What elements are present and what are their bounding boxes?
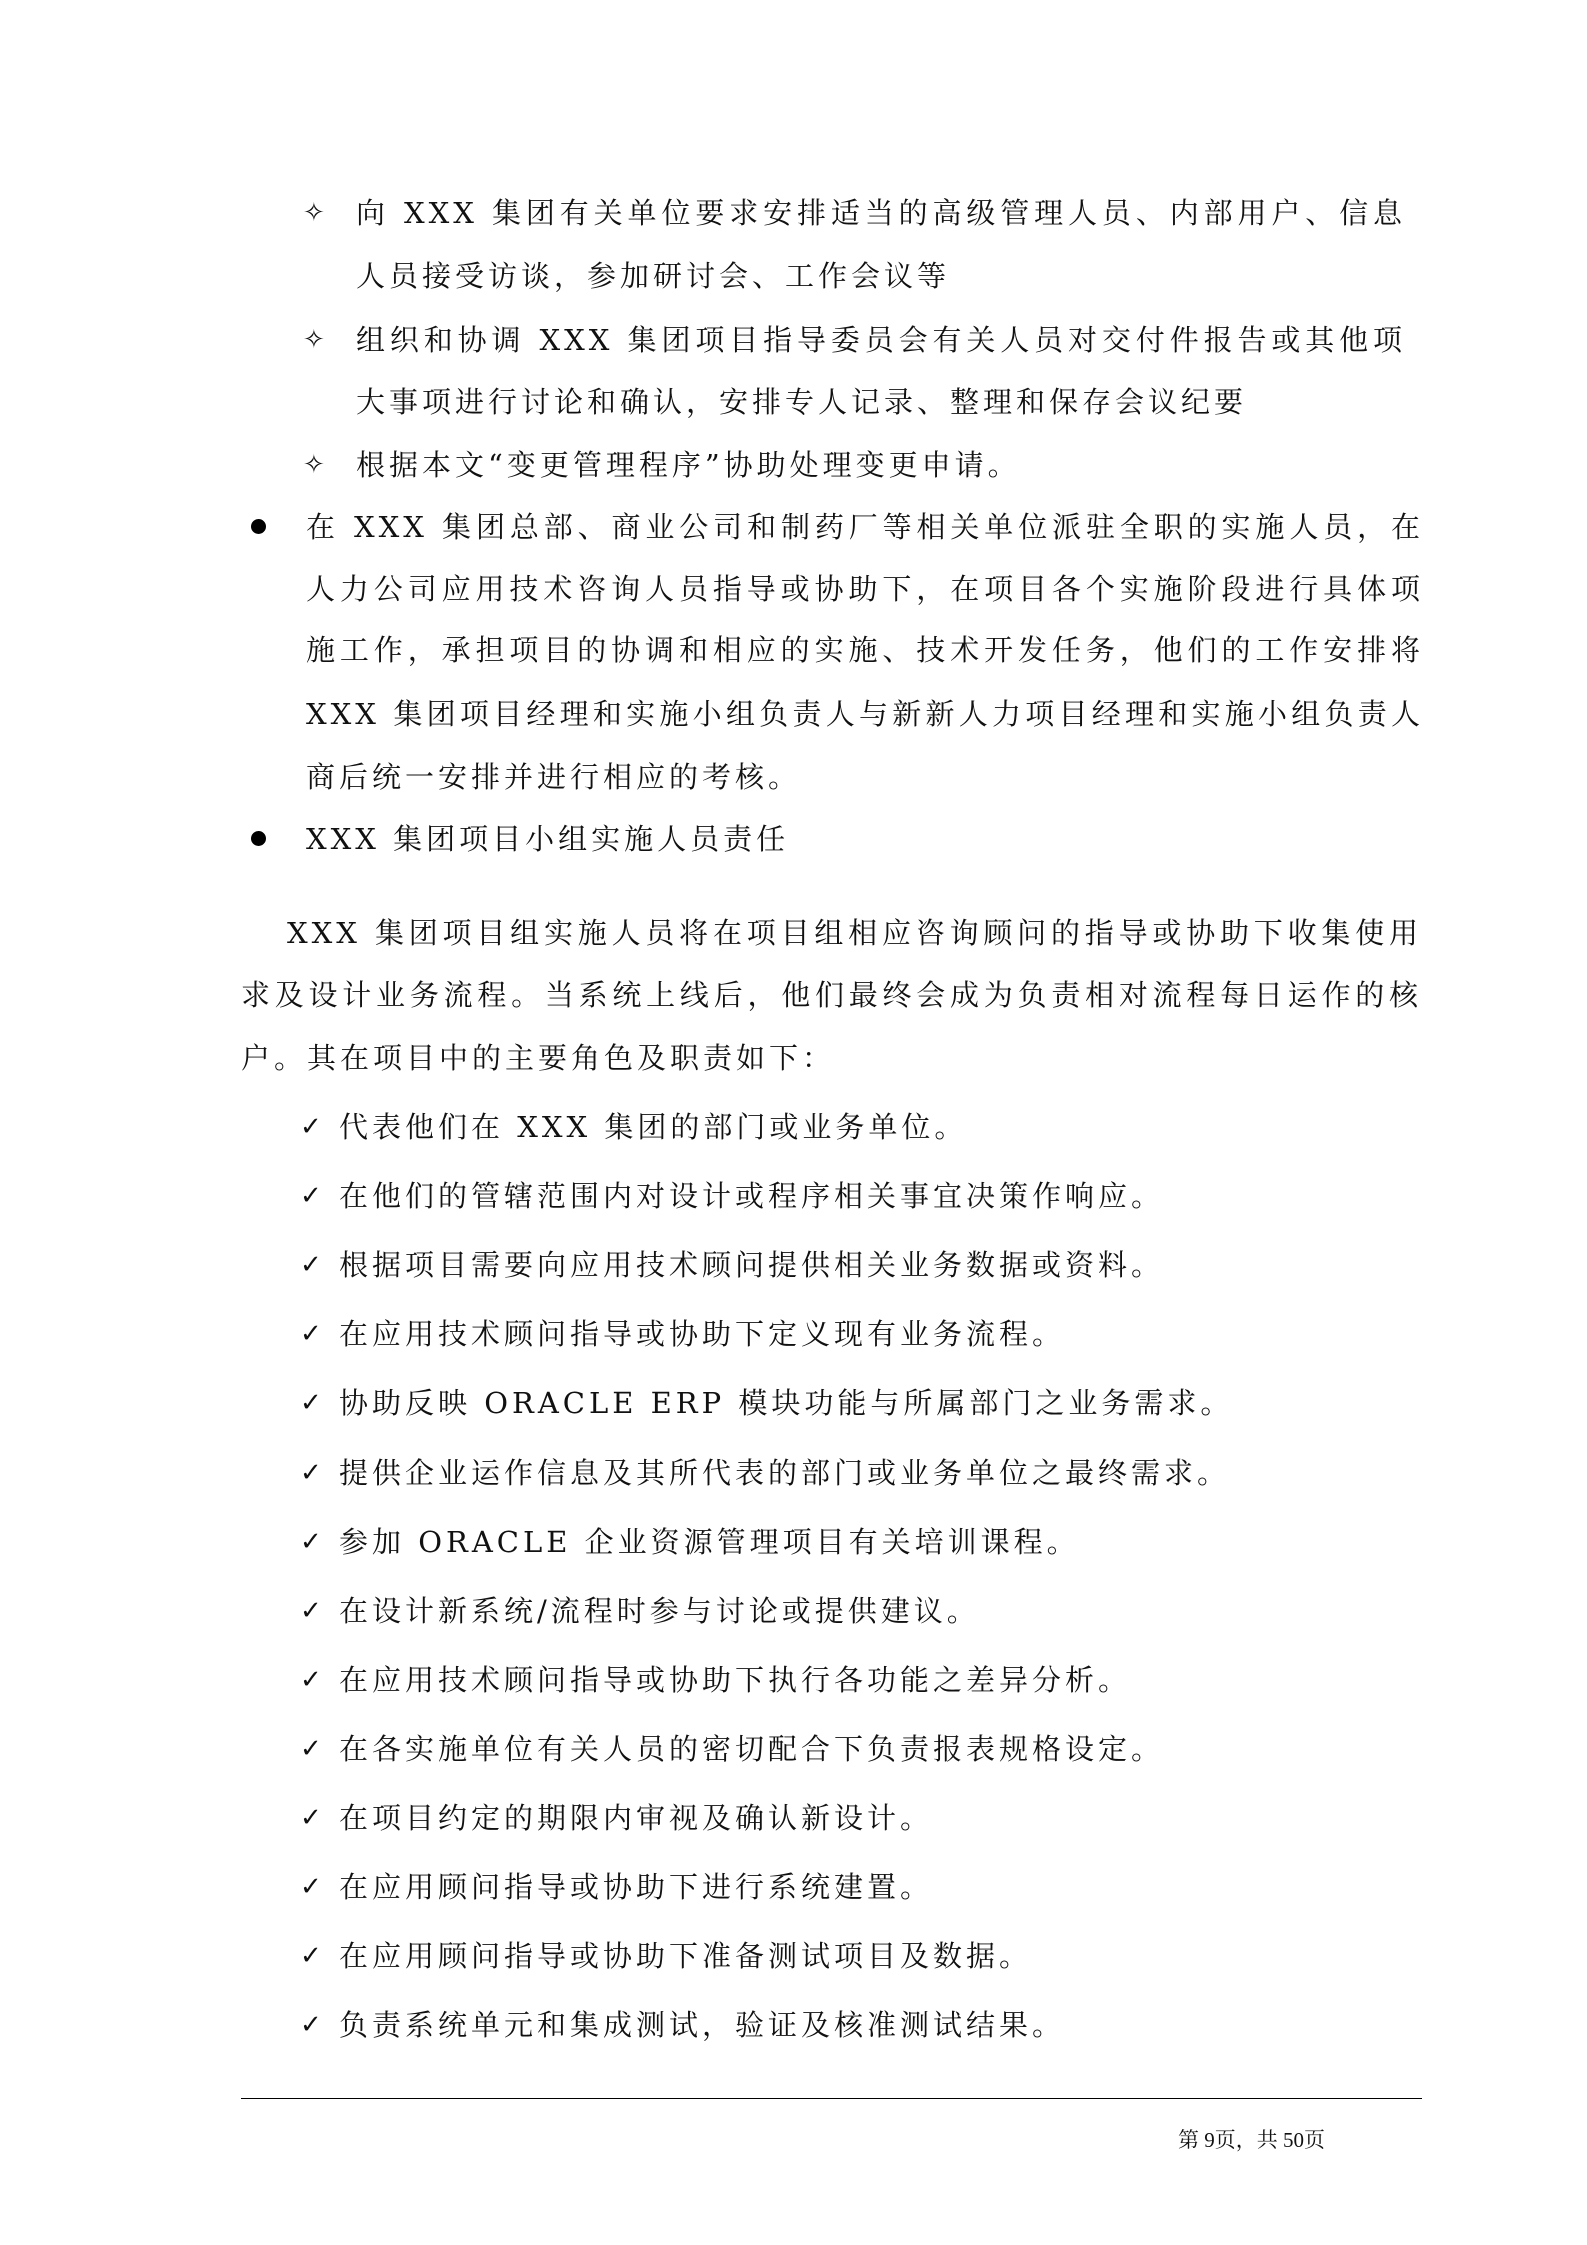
check-item: 参加 ORACLE 企业资源管理项目有关培训课程。 <box>339 1524 1080 1559</box>
check-item: 代表他们在 XXX 集团的部门或业务单位。 <box>339 1110 968 1144</box>
paragraph-line: XXX 集团项目组实施人员将在项目组相应咨询顾问的指导或协助下收集使用 <box>287 916 1422 950</box>
check-icon: ✓ <box>300 1112 322 1142</box>
check-icon: ✓ <box>300 1733 322 1764</box>
check-icon: ✓ <box>300 1595 322 1626</box>
bullet-line: 在 XXX 集团总部、商业公司和制药厂等相关单位派驻全职的实施人员，在 <box>306 510 1424 544</box>
check-item: 在应用顾问指导或协助下准备测试项目及数据。 <box>339 1939 1033 1974</box>
bullet-dot-icon <box>251 831 266 846</box>
bullet-line: XXX 集团项目小组实施人员责任 <box>306 822 790 856</box>
check-icon: ✓ <box>300 1388 322 1419</box>
sub-item-line: 组织和协调 XXX 集团项目指导委员会有关人员对交付件报告或其他项 <box>356 323 1406 357</box>
check-item: 根据项目需要向应用技术顾问提供相关业务数据或资料。 <box>339 1248 1165 1283</box>
bullet-line: XXX 集团项目经理和实施小组负责人与新新人力项目经理和实施小组负责人 <box>306 697 1424 731</box>
check-icon: ✓ <box>300 1664 322 1695</box>
check-item: 在应用顾问指导或协助下进行系统建置。 <box>339 1870 934 1905</box>
sub-item-line: 根据本文“变更管理程序”协助处理变更申请。 <box>356 448 1021 482</box>
sub-item-line: 向 XXX 集团有关单位要求安排适当的高级管理人员、内部用户、信息 <box>356 196 1406 230</box>
diamond-bullet-icon: ✧ <box>303 198 325 228</box>
check-item: 在各实施单位有关人员的密切配合下负责报表规格设定。 <box>339 1731 1165 1766</box>
bullet-line: 施工作，承担项目的协调和相应的实施、技术开发任务，他们的工作安排将 <box>306 633 1424 667</box>
diamond-bullet-icon: ✧ <box>303 325 325 355</box>
check-item: 在应用技术顾问指导或协助下执行各功能之差异分析。 <box>339 1662 1132 1697</box>
paragraph-line: 求及设计业务流程。当系统上线后，他们最终会成为负责相对流程每日运作的核 <box>241 978 1422 1012</box>
page-number: 第 9页，共 50页 <box>1178 2128 1325 2152</box>
diamond-bullet-icon: ✧ <box>303 450 325 480</box>
check-icon: ✓ <box>300 1941 322 1972</box>
sub-item-line: 人员接受访谈，参加研讨会、工作会议等 <box>356 259 951 293</box>
check-icon: ✓ <box>300 1319 322 1350</box>
bullet-line: 人力公司应用技术咨询人员指导或协助下，在项目各个实施阶段进行具体项 <box>306 572 1424 606</box>
sub-item-line: 大事项进行讨论和确认，安排专人记录、整理和保存会议纪要 <box>356 385 1248 419</box>
check-item: 负责系统单元和集成测试，验证及核准测试结果。 <box>339 2008 1066 2043</box>
check-item: 协助反映 ORACLE ERP 模块功能与所属部门之业务需求。 <box>339 1386 1234 1421</box>
check-icon: ✓ <box>300 2010 322 2041</box>
check-icon: ✓ <box>300 1250 322 1281</box>
footer-rule <box>241 2098 1422 2099</box>
check-item: 在应用技术顾问指导或协助下定义现有业务流程。 <box>339 1317 1066 1352</box>
paragraph-line: 户。其在项目中的主要角色及职责如下： <box>241 1041 836 1075</box>
check-item: 在项目约定的期限内审视及确认新设计。 <box>339 1801 934 1835</box>
check-item: 在设计新系统/流程时参与讨论或提供建议。 <box>339 1593 980 1628</box>
check-icon: ✓ <box>300 1526 322 1557</box>
check-icon: ✓ <box>300 1457 322 1488</box>
bullet-line: 商后统一安排并进行相应的考核。 <box>306 760 802 794</box>
check-item: 在他们的管辖范围内对设计或程序相关事宜决策作响应。 <box>339 1179 1165 1214</box>
check-icon: ✓ <box>300 1181 322 1212</box>
check-icon: ✓ <box>300 1872 322 1903</box>
bullet-dot-icon <box>251 519 266 534</box>
check-item: 提供企业运作信息及其所代表的部门或业务单位之最终需求。 <box>339 1455 1231 1490</box>
check-icon: ✓ <box>300 1803 322 1833</box>
